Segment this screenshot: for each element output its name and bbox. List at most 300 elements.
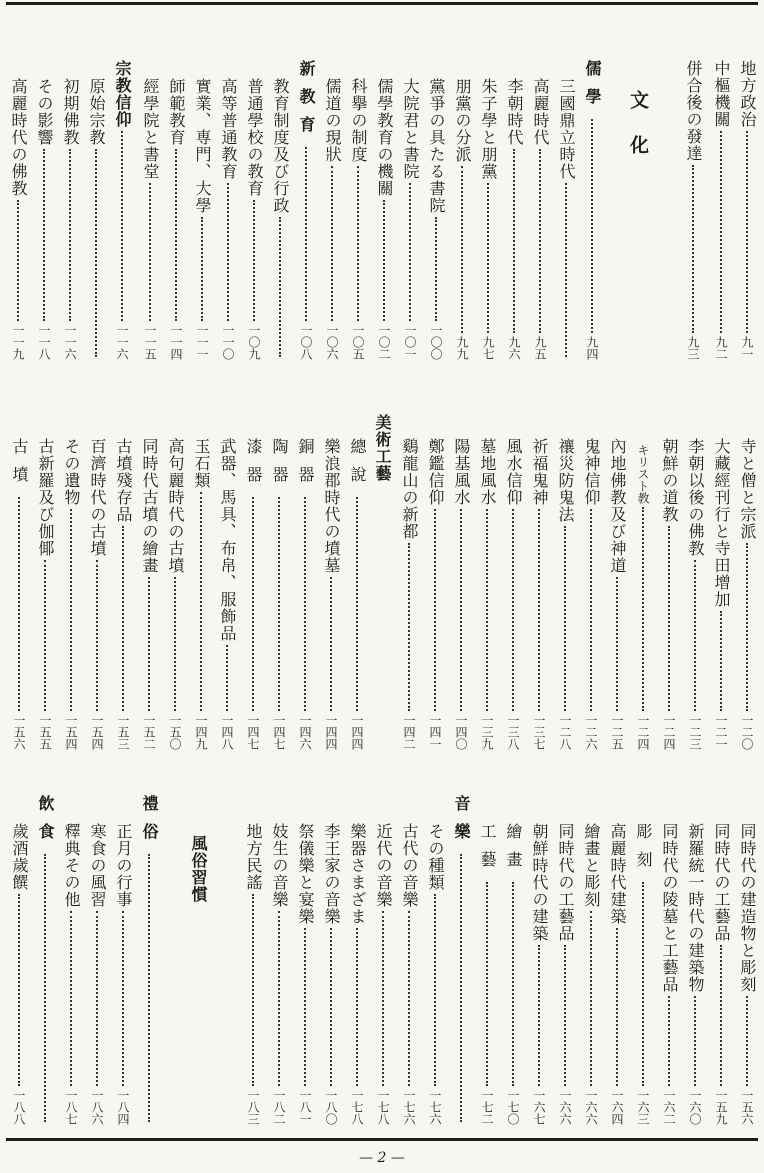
toc-entry xyxy=(526,438,552,750)
toc-entry xyxy=(682,823,708,1125)
toc-entry xyxy=(84,438,110,750)
leader-dots xyxy=(460,509,462,711)
entry-title: その影響 xyxy=(35,78,54,146)
entry-page: 一四〇 xyxy=(454,714,468,750)
leader-dots xyxy=(746,131,748,333)
leader-dots xyxy=(200,492,202,711)
section-heading-food xyxy=(32,795,58,1125)
entry-title: 內地佛教及び神道 xyxy=(608,438,627,574)
entry-title: 朝鮮の道教 xyxy=(660,438,679,523)
entry-title: 中樞機關 xyxy=(712,60,731,128)
leader-dots xyxy=(201,217,203,321)
heading-title: 音樂 xyxy=(452,795,471,851)
entry-title: 工藝 xyxy=(478,823,497,879)
entry-title: 同時代の陵墓と工藝品 xyxy=(660,823,679,993)
entry-page: 一五五 xyxy=(38,714,52,750)
entry-page: 一〇〇 xyxy=(429,324,443,360)
leader-dots xyxy=(18,497,20,711)
toc-entry xyxy=(214,438,240,750)
entry-page: 一〇二 xyxy=(377,324,391,360)
entry-title: 高句麗時代の古墳 xyxy=(166,438,185,574)
entry-page: 九六 xyxy=(507,336,521,360)
toc-entry xyxy=(423,78,449,360)
entry-page: 一二八 xyxy=(558,714,572,750)
entry-page: 一八六 xyxy=(90,1089,104,1125)
leader-dots xyxy=(642,882,644,1086)
toc-entry xyxy=(578,438,604,750)
entry-title: 經學院と書堂 xyxy=(141,78,160,180)
entry-page: 一八三 xyxy=(246,1089,260,1125)
entry-title: 樂器さまざま xyxy=(348,823,367,925)
entry-page: 一二三 xyxy=(688,714,702,750)
leader-dots xyxy=(692,165,694,333)
leader-dots xyxy=(18,894,20,1086)
entry-page: 一八〇 xyxy=(324,1089,338,1125)
entry-page: 一一一 xyxy=(195,324,209,360)
leader-dots xyxy=(330,928,332,1086)
leader-dots xyxy=(720,611,722,711)
entry-title: 妓生の音樂 xyxy=(270,823,289,908)
leader-dots xyxy=(252,497,254,711)
toc-entry xyxy=(656,438,682,750)
toc-entry xyxy=(188,438,214,750)
leader-dots xyxy=(538,509,540,711)
leader-dots xyxy=(226,645,228,711)
toc-entry xyxy=(240,438,266,750)
toc-entry xyxy=(578,823,604,1125)
leader-dots xyxy=(590,509,592,711)
entry-title: 古新羅及び伽倻 xyxy=(36,438,55,557)
entry-page: 一五六 xyxy=(740,1089,754,1125)
entry-page: 一八二 xyxy=(272,1089,286,1125)
section-heading-religion xyxy=(109,60,135,360)
entry-title: 漆器 xyxy=(244,438,263,494)
toc-entry xyxy=(397,78,423,360)
entry-page: 一〇六 xyxy=(325,324,339,360)
section-heading-music xyxy=(448,795,474,1125)
toc-entry xyxy=(501,78,527,360)
toc-entry xyxy=(58,823,84,1125)
entry-page: 一五二 xyxy=(142,714,156,750)
leader-dots xyxy=(539,149,541,333)
entry-page: 一六四 xyxy=(610,1089,624,1125)
entry-title: 寒食の風習 xyxy=(88,823,107,908)
entry-page: 一二四 xyxy=(662,714,676,750)
leader-dots xyxy=(44,854,46,1122)
entry-title: 同時代古墳の繪畫 xyxy=(140,438,159,574)
leader-dots xyxy=(513,149,515,333)
toc-entry xyxy=(83,78,109,360)
leader-dots xyxy=(564,945,566,1086)
leader-dots xyxy=(252,894,254,1086)
toc-entry xyxy=(708,823,734,1125)
section-heading-arts: 美術工藝 xyxy=(373,414,392,482)
entry-page: 一五六 xyxy=(12,714,26,750)
leader-dots xyxy=(44,560,46,711)
toc-entry xyxy=(318,438,344,750)
entry-page: 一四七 xyxy=(246,714,260,750)
entry-title: 釋典その他 xyxy=(62,823,81,908)
toc-entry xyxy=(734,60,760,360)
leader-dots xyxy=(304,497,306,711)
entry-title: 鬼神信仰 xyxy=(582,438,601,506)
entry-title: 李朝時代 xyxy=(505,78,524,146)
toc-entry xyxy=(110,438,136,750)
entry-title: 同時代の工藝品 xyxy=(712,823,731,942)
toc-entry xyxy=(5,78,31,360)
toc-entry xyxy=(422,438,448,750)
entry-title: 併合後の發達 xyxy=(684,60,703,162)
entry-page: 一二四 xyxy=(636,714,650,750)
leader-dots xyxy=(382,911,384,1086)
entry-page: 一四四 xyxy=(350,714,364,750)
toc-entry xyxy=(630,444,656,750)
leader-dots xyxy=(357,166,359,321)
entry-page: 一八一 xyxy=(298,1089,312,1125)
entry-page: 一四九 xyxy=(194,714,208,750)
toc-entry xyxy=(57,78,83,360)
section-heading-customs: 風俗習慣 xyxy=(189,835,208,903)
entry-title: 原始宗教 xyxy=(87,78,106,146)
entry-title: 墓地風水 xyxy=(478,438,497,506)
entry-title: 黨爭の具たる書院 xyxy=(427,78,446,214)
entry-title: 鷄龍山の新都 xyxy=(400,438,419,540)
leader-dots xyxy=(434,894,436,1086)
toc-band-3 xyxy=(0,795,764,1125)
entry-title: 祈福鬼神 xyxy=(530,438,549,506)
entry-page: 一七〇 xyxy=(506,1089,520,1125)
entry-page: 一二六 xyxy=(584,714,598,750)
leader-dots xyxy=(486,882,488,1086)
leader-dots xyxy=(616,577,618,711)
entry-page: 一一八 xyxy=(37,324,51,360)
entry-title: 李王家の音樂 xyxy=(322,823,341,925)
entry-page: 一三九 xyxy=(480,714,494,750)
entry-page: 九二 xyxy=(714,336,728,360)
entry-page: 一八七 xyxy=(64,1089,78,1125)
leader-dots xyxy=(43,149,45,321)
heading-title: 禮俗 xyxy=(140,795,159,851)
leader-dots xyxy=(383,200,385,321)
entry-title: 歲酒歲饌 xyxy=(10,823,29,891)
entry-page: 一四四 xyxy=(324,714,338,750)
leader-dots xyxy=(668,526,670,711)
toc-entry xyxy=(292,438,318,750)
toc-entry xyxy=(319,78,345,360)
entry-title: 朋黨の分派 xyxy=(453,78,472,163)
entry-page: 一七八 xyxy=(350,1089,364,1125)
leader-dots xyxy=(486,509,488,711)
entry-title: 百濟時代の古墳 xyxy=(88,438,107,557)
entry-page: 一二五 xyxy=(610,714,624,750)
entry-title: 朝鮮時代の建築 xyxy=(530,823,549,942)
entry-page: 一四八 xyxy=(220,714,234,750)
entry-page: 九七 xyxy=(481,336,495,360)
leader-dots xyxy=(538,945,540,1086)
leader-dots xyxy=(253,200,255,321)
entry-page: 九三 xyxy=(686,336,700,360)
entry-title: 儒道の現狀 xyxy=(323,78,342,163)
entry-title: 古墳殘存品 xyxy=(114,438,133,523)
entry-title: その遺物 xyxy=(62,438,81,506)
entry-page: 一六六 xyxy=(584,1089,598,1125)
entry-title: 繪畫と彫刻 xyxy=(582,823,601,908)
bottom-rule xyxy=(6,1138,758,1141)
toc-entry xyxy=(163,78,189,360)
entry-page: 一七六 xyxy=(402,1089,416,1125)
entry-title: 鄭鑑信仰 xyxy=(426,438,445,506)
entry-page: 一一五 xyxy=(143,324,157,360)
toc-entry xyxy=(292,823,318,1125)
leader-dots xyxy=(746,996,748,1086)
entry-title: 同時代の建造物と彫刻 xyxy=(738,823,757,993)
entry-title: 科擧の制度 xyxy=(349,78,368,163)
leader-dots xyxy=(408,543,410,711)
entry-title: 師範教育 xyxy=(167,78,186,146)
entry-title: 三國鼎立時代 xyxy=(557,78,576,180)
entry-page: 一一九 xyxy=(11,324,25,360)
toc-entry xyxy=(526,823,552,1125)
entry-title: 地方民謠 xyxy=(244,823,263,891)
entry-page: 一六二 xyxy=(662,1089,676,1125)
toc-entry xyxy=(162,438,188,750)
leader-dots xyxy=(122,911,124,1086)
toc-entry xyxy=(604,438,630,750)
entry-page: 一六七 xyxy=(532,1089,546,1125)
entry-title: 儒學教育の機關 xyxy=(375,78,394,197)
toc-entry xyxy=(84,823,110,1125)
toc-entry xyxy=(552,438,578,750)
leader-dots xyxy=(356,497,358,711)
leader-dots xyxy=(487,183,489,333)
heading-title: 飲食 xyxy=(36,795,55,851)
toc-entry xyxy=(266,438,292,750)
section-heading-new-education xyxy=(293,60,319,360)
section-heading-rites xyxy=(136,795,162,1125)
entry-title: 地方政治 xyxy=(738,60,757,128)
toc-entry xyxy=(344,438,370,750)
entry-title: 銅器 xyxy=(296,438,315,494)
entry-page: 一八八 xyxy=(12,1089,26,1125)
leader-dots xyxy=(694,560,696,711)
entry-title: キリスト教 xyxy=(636,444,650,504)
leader-dots xyxy=(70,509,72,711)
entry-page: 一二〇 xyxy=(740,714,754,750)
entry-title: 近代の音樂 xyxy=(374,823,393,908)
toc-band-2 xyxy=(0,414,764,750)
entry-page: 一二一 xyxy=(714,714,728,750)
entry-page: 一五〇 xyxy=(168,714,182,750)
toc-entry xyxy=(318,823,344,1125)
leader-dots xyxy=(149,183,151,321)
toc-entry xyxy=(422,823,448,1125)
entry-page: 九九 xyxy=(455,336,469,360)
entry-title: 大院君と書院 xyxy=(401,78,420,180)
leader-dots xyxy=(121,131,123,321)
toc-entry xyxy=(6,823,32,1125)
entry-title: その種類 xyxy=(426,823,445,891)
section-heading-culture: 文化 xyxy=(627,90,649,180)
entry-title: 高麗時代建築 xyxy=(608,823,627,925)
entry-title: 玉石類 xyxy=(192,438,211,489)
leader-dots xyxy=(174,577,176,711)
heading-title: 儒學 xyxy=(583,60,602,116)
leader-dots xyxy=(461,166,463,333)
entry-page: 一四一 xyxy=(428,714,442,750)
page-number: — 2 — xyxy=(359,1150,405,1166)
leader-dots xyxy=(304,928,306,1086)
toc-entry xyxy=(215,78,241,360)
entry-title: 古墳 xyxy=(10,438,29,494)
toc-entry xyxy=(552,823,578,1125)
entry-page: 一三七 xyxy=(532,714,546,750)
toc-entry xyxy=(370,823,396,1125)
heading-title: 宗教信仰 xyxy=(113,60,132,128)
entry-page: 一四六 xyxy=(298,714,312,750)
leader-dots xyxy=(279,217,281,357)
entry-page: 一四七 xyxy=(272,714,286,750)
entry-page: 一一〇 xyxy=(221,324,235,360)
toc-band-1 xyxy=(0,60,764,360)
toc-entry xyxy=(449,78,475,360)
toc-entry xyxy=(241,78,267,360)
entry-title: 李朝以後の佛教 xyxy=(686,438,705,557)
leader-dots xyxy=(434,509,436,711)
leader-dots xyxy=(175,149,177,321)
toc-entry xyxy=(475,78,501,360)
toc-entry xyxy=(110,823,136,1125)
entry-page: 一五九 xyxy=(714,1089,728,1125)
leader-dots xyxy=(408,911,410,1086)
entry-page: 九四 xyxy=(585,336,599,360)
entry-page: 一七二 xyxy=(480,1089,494,1125)
toc-entry xyxy=(189,78,215,360)
entry-page: 九五 xyxy=(533,336,547,360)
entry-page: 一〇五 xyxy=(351,324,365,360)
entry-title: 大藏經刊行と寺田增加 xyxy=(712,438,731,608)
toc-entry xyxy=(448,438,474,750)
toc-entry xyxy=(553,78,579,360)
entry-page: 一五四 xyxy=(64,714,78,750)
leader-dots xyxy=(591,119,593,333)
entry-page: 一一六 xyxy=(63,324,77,360)
leader-dots xyxy=(330,577,332,711)
entry-title: 陽基風水 xyxy=(452,438,471,506)
toc-entry xyxy=(734,823,760,1125)
toc-entry xyxy=(58,438,84,750)
leader-dots xyxy=(95,149,97,357)
toc-entry xyxy=(708,60,734,360)
toc-entry xyxy=(396,823,422,1125)
leader-dots xyxy=(720,131,722,333)
entry-title: 高等普通教育 xyxy=(219,78,238,180)
entry-page: 一一六 xyxy=(115,324,129,360)
entry-title: 彫刻 xyxy=(634,823,653,879)
leader-dots xyxy=(278,911,280,1086)
heading-title: 新教育 xyxy=(297,60,316,144)
leader-dots xyxy=(409,183,411,321)
leader-dots xyxy=(356,928,358,1086)
toc-entry xyxy=(31,78,57,360)
entry-title: 樂浪郡時代の墳墓 xyxy=(322,438,341,574)
toc-entry xyxy=(137,78,163,360)
toc-entry xyxy=(708,438,734,750)
toc-entry xyxy=(266,823,292,1125)
toc-entry xyxy=(344,823,370,1125)
entry-title: 繪畫 xyxy=(504,823,523,879)
toc-entry xyxy=(396,438,422,750)
entry-title: 實業、専門、大學 xyxy=(193,78,212,214)
entry-title: 高麗時代 xyxy=(531,78,550,146)
entry-page: 一一四 xyxy=(169,324,183,360)
toc-entry xyxy=(32,438,58,750)
entry-page: 一四二 xyxy=(402,714,416,750)
toc-entry xyxy=(680,60,706,360)
top-rule xyxy=(6,2,758,5)
entry-page: 一〇九 xyxy=(247,324,261,360)
toc-entry xyxy=(630,823,656,1125)
leader-dots xyxy=(512,882,514,1086)
entry-page: 一五四 xyxy=(90,714,104,750)
entry-title: 正月の行事 xyxy=(114,823,133,908)
toc-entry xyxy=(474,823,500,1125)
leader-dots xyxy=(96,911,98,1086)
toc-entry xyxy=(267,78,293,360)
entry-page: 一七八 xyxy=(376,1089,390,1125)
toc-entry xyxy=(345,78,371,360)
leader-dots xyxy=(122,526,124,711)
leader-dots xyxy=(70,911,72,1086)
leader-dots xyxy=(227,183,229,321)
entry-title: 風水信仰 xyxy=(504,438,523,506)
toc-entry xyxy=(6,438,32,750)
toc-entry xyxy=(500,823,526,1125)
entry-title: 新羅統一時代の建築物 xyxy=(686,823,705,993)
toc-entry xyxy=(734,438,760,750)
entry-page: 一五三 xyxy=(116,714,130,750)
toc-entry xyxy=(500,438,526,750)
toc-entry xyxy=(240,823,266,1125)
toc-entry xyxy=(682,438,708,750)
entry-title: 武器、馬具、布帛、服飾品 xyxy=(218,438,237,642)
toc-entry xyxy=(527,78,553,360)
leader-dots xyxy=(148,577,150,711)
leader-dots xyxy=(565,183,567,357)
leader-dots xyxy=(590,911,592,1086)
section-heading-confucian xyxy=(579,60,605,360)
entry-page: 一七六 xyxy=(428,1089,442,1125)
leader-dots xyxy=(460,854,462,1122)
leader-dots xyxy=(331,166,333,321)
toc-entry xyxy=(371,78,397,360)
entry-page: 一六六 xyxy=(558,1089,572,1125)
entry-page: 一三八 xyxy=(506,714,520,750)
entry-title: 寺と僧と宗派 xyxy=(738,438,757,540)
entry-page: 一〇八 xyxy=(299,324,313,360)
entry-title: 教育制度及び行政 xyxy=(271,78,290,214)
entry-title: 祭儀樂と宴樂 xyxy=(296,823,315,925)
leader-dots xyxy=(96,560,98,711)
leader-dots xyxy=(512,509,514,711)
leader-dots xyxy=(642,507,644,711)
entry-title: 朱子學と朋黨 xyxy=(479,78,498,180)
entry-title: 初期佛教 xyxy=(61,78,80,146)
leader-dots xyxy=(435,217,437,321)
toc-entry xyxy=(604,823,630,1125)
leader-dots xyxy=(148,854,150,1122)
toc-entry xyxy=(136,438,162,750)
leader-dots xyxy=(305,147,307,321)
